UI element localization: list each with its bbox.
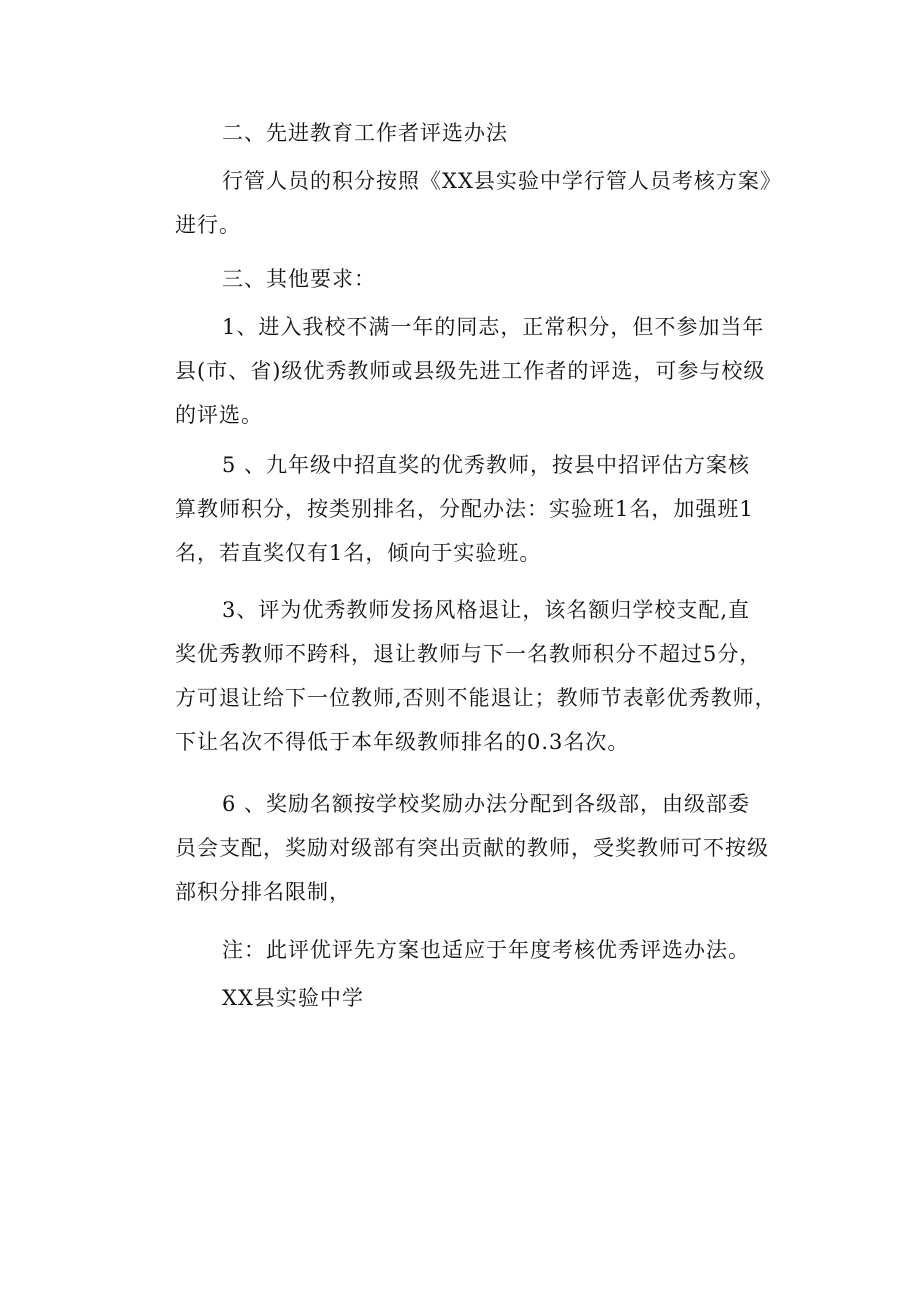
text-line: 三、其他要求：: [222, 267, 376, 291]
text-line: 6 、奖励名额按学校奖励办法分配到各级部，由级部委: [222, 792, 751, 816]
text-line: 5 、九年级中招直奖的优秀教师，按县中招评估方案核: [222, 453, 751, 477]
note-paragraph: [175, 928, 775, 972]
text-line: 进行。: [175, 213, 241, 237]
section3-item-6: [175, 782, 775, 914]
section3-item-5: [175, 443, 775, 575]
text-line: 注：此评优评先方案也适应于年度考核优秀评选办法。: [222, 938, 750, 962]
text-line: 下让名次不得低于本年级教师排名的0.3名次。: [175, 730, 630, 754]
signature: [175, 976, 775, 1020]
text-line: 3、评为优秀教师发扬风格退让，该名额归学校支配,直: [222, 598, 751, 622]
section3-heading: [175, 257, 775, 301]
text-line: 员会支配，奖励对级部有突出贡献的教师，受奖教师可不按级: [175, 836, 769, 860]
section2-heading: [175, 111, 775, 155]
text-line: 的评选。: [175, 403, 263, 427]
text-line: 1、进入我校不满一年的同志，正常积分，但不参加当年: [222, 315, 765, 339]
text-line: 部积分排名限制，: [175, 880, 351, 904]
text-line: 奖优秀教师不跨科，退让教师与下一名教师积分不超过5分，: [175, 642, 762, 666]
text-line: 名，若直奖仅有1名，倾向于实验班。: [175, 541, 542, 565]
section3-item-3: [175, 588, 775, 764]
text-line: 二、先进教育工作者评选办法: [222, 121, 508, 145]
text-line: 方可退让给下一位教师,否则不能退让；教师节表彰优秀教师，: [175, 686, 777, 710]
section3-item-1: [175, 305, 775, 437]
text-line: 县(市、省)级优秀教师或县级先进工作者的评选，可参与校级: [175, 359, 766, 383]
text-line: 算教师积分，按类别排名，分配办法：实验班1名，加强班1: [175, 497, 754, 521]
text-line: XX县实验中学: [222, 986, 364, 1010]
text-line: 行管人员的积分按照《XX县实验中学行管人员考核方案》: [222, 169, 782, 193]
section2-paragraph: [175, 159, 782, 247]
